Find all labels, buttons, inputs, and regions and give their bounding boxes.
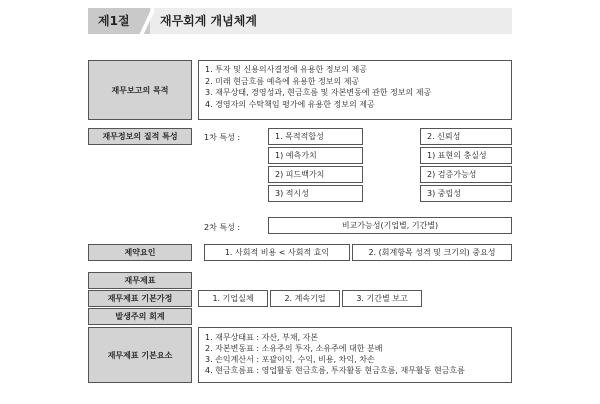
purpose-list [198,60,512,120]
purpose-item: 3. 재무상태, 경영성과, 현금흐름 및 자본변동에 관한 정보의 제공 [205,88,432,97]
reliability-item: 2) 검증가능성 [420,166,512,183]
purpose-item: 1. 투자 및 신용의사결정에 유용한 정보의 제공 [205,65,367,74]
element-item: 3. 손익계산서 : 포괄이익, 수익, 비용, 차익, 차손 [205,355,375,364]
elements-list [198,327,512,383]
assumption-periodicity: 3. 기간별 보고 [342,290,422,307]
element-item: 2. 자본변동표 : 소유주의 투자, 소유주에 대한 분배 [205,344,383,353]
qualitative-label: 재무정보의 질적 특성 [88,128,192,145]
relevance-item: 1) 예측가치 [268,147,363,164]
chapter-label: 제1절 [88,8,150,34]
reliability-header: 2. 신뢰성 [420,128,512,145]
secondary-characteristic-label: 2차 특성 : [204,223,241,232]
relevance-item: 2) 피드백가치 [268,166,363,183]
relevance-item: 3) 적시성 [268,185,363,202]
reliability-item: 1) 표현의 충실성 [420,147,512,164]
primary-characteristic-label: 1차 특성 : [204,133,241,142]
element-item: 4. 현금흐름표 : 영업활동 현금흐름, 투자활동 현금흐름, 재무활동 현금흐름 [205,366,465,375]
reliability-item: 3) 중립성 [420,185,512,202]
purpose-item: 2. 미래 현금흐름 예측에 유용한 정보의 제공 [205,76,360,86]
purpose-label: 재무보고의 목적 [88,60,192,120]
secondary-characteristic-value: 비교가능성(기업별, 기간별) [268,217,512,234]
relevance-header: 1. 목적적합성 [268,128,363,145]
constraint-item-materiality: 2. (회계항목 성격 및 크기의) 중요성 [352,244,512,261]
assumption-going-concern: 2. 계속기업 [270,290,340,307]
header-divider [140,6,154,36]
elements-label: 재무제표 기본요소 [88,327,192,383]
accrual-label: 발생주의 회계 [88,308,192,325]
purpose-item: 4. 경영자의 수탁책임 평가에 유용한 정보의 제공 [205,99,375,109]
assumption-entity: 1. 기업실체 [198,290,268,307]
constraint-label: 제약요인 [88,244,192,261]
element-item: 1. 재무상태표 : 자산, 부채, 자본 [205,333,319,342]
assumptions-label: 재무제표 기본가정 [88,290,192,307]
statements-label: 재무제표 [88,272,192,289]
page-title: 재무회계 개념체계 [150,8,512,34]
constraint-item-cost-benefit: 1. 사회적 비용 < 사회적 효익 [204,244,350,261]
